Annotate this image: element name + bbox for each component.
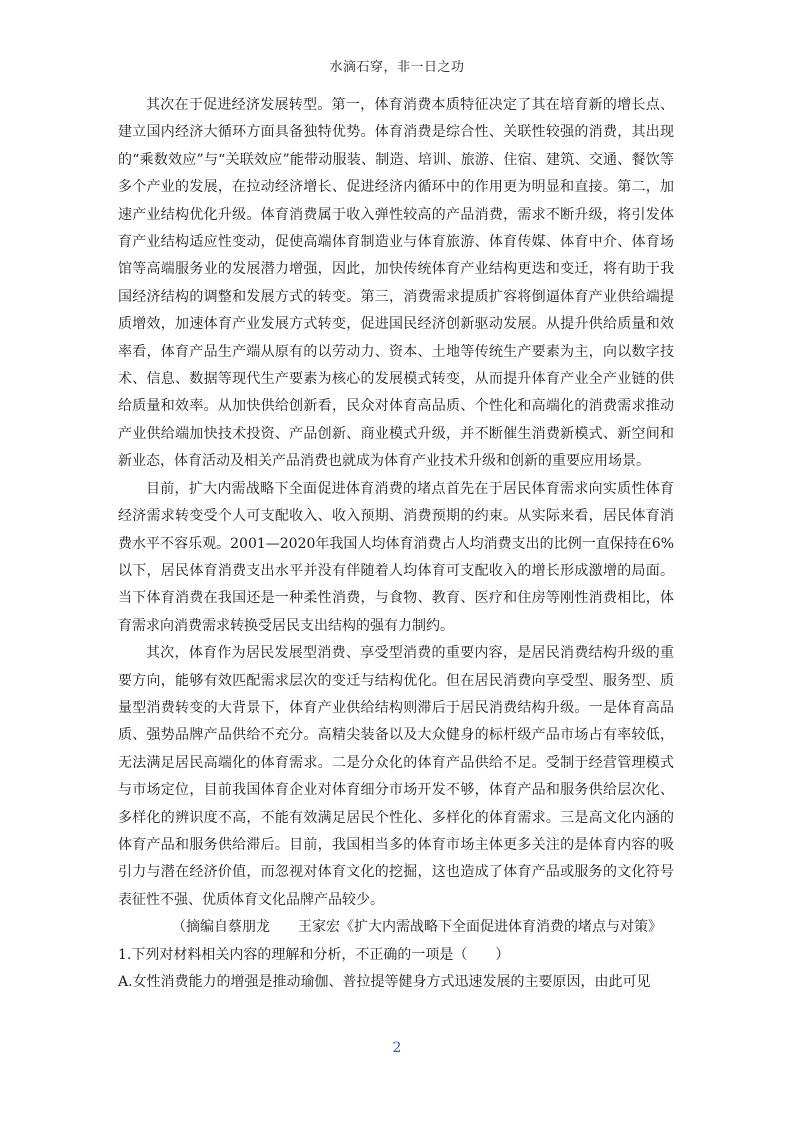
paragraph: 目前，扩大内需战略下全面促进体育消费的堵点首先在于居民体育需求向实质性体育经济需求转变受个人可支配收入、收入预期、消费预期的约束。从实际来看，居民体育消费水平不容乐观。2001—2020年我国人均体育消费占人均消费支出的比例一直保持在6%以下，居民体育消费支出水平并没有伴随着人均体育可支配收入的增长形成激增的局面。当下体育消费在我国还是一种柔性消费，与食物、教育、医疗和住房等刚性消费相比，体育需求向消费需求转换受居民支出结构的强有力制约。 [118, 480, 674, 634]
page-number: 2 [392, 1040, 402, 1056]
option-a: A.女性消费能力的增强是推动瑜伽、普拉提等健身方式迅速发展的主要原因，由此可见 [118, 974, 651, 990]
article-body [118, 92, 674, 996]
page-header-motto: 水滴石穿，非一日之功 [329, 60, 465, 75]
question-1: 1.下列对材料相关内容的理解和分析，不正确的一项是（ ） [118, 946, 510, 963]
paragraph: 其次在于促进经济发展转型。第一，体育消费本质特征决定了其在培育新的增长点、建立国内经济大循环方面具备独特优势。体育消费是综合性、关联性较强的消费，其出现的“乘数效应”与“关联效应”能带动服装、制造、培训、旅游、住宿、建筑、交通、餐饮等多个产业的发展，在拉动经济增长、促进经济内循环中的作用更为明显和直接。第二，加速产业结构优化升级。体育消费属于收入弹性较高的产品消费，需求不断升级，将引发体育产业结构适应性变动，促使高端体育制造业与体育旅游、体育传媒、体育中介、体育场馆等高端服务业的发展潜力增强，因此，加快传统体育产业结构更迭和变迁，将有助于我国经济结构的调整和发展方式的转变。第三，消费需求提质扩容将倒逼体育产业供给端提质增效，加速体育产业发展方式转变，促进国民经济创新驱动发展。从提升供给质量和效率看，体育产品生产端从原有的以劳动力、资本、土地等传统生产要素为主，向以数字技术、信息、数据等现代生产要素为核心的发展模式转变，从而提升体育产业全产业链的供给质量和效率。从加快供给创新看，民众对体育高品质、个性化和高端化的消费需求推动产业供给端加快技术投资、产品创新、商业模式升级，并不断催生消费新模式、新空间和新业态，体育活动及相关产品消费也就成为体育产业技术升级和创新的重要应用场景。 [118, 97, 674, 470]
source-citation: （摘编自蔡朋龙 王家宏《扩大内需战略下全面促进体育消费的堵点与对策》 [172, 919, 662, 936]
paragraph: 其次，体育作为居民发展型消费、享受型消费的重要内容，是居民消费结构升级的重要方向，能够有效匹配需求层次的变迁与结构优化。但在居民消费向享受型、服务型、质量型消费转变的大背景下，体育产业供给结构则滞后于居民消费结构升级。一是体育高品质、强势品牌产品供给不充分。高精尖装备以及大众健身的标杆级产品市场占有率较低，无法满足居民高端化的体育需求。二是分众化的体育产品供给不足。受制于经营管理模式与市场定位，目前我国体育企业对体育细分市场开发不够，体育产品和服务供给层次化、多样化的辨识度不高，不能有效满足居民个性化、多样化的体育需求。三是高文化内涵的体育产品和服务供给滞后。目前，我国相当多的体育市场主体更多关注的是体育内容的吸引力与潜在经济价值，而忽视对体育文化的挖掘，这也造成了体育产品或服务的文化符号表征性不强、优质体育文化品牌产品较少。 [118, 645, 674, 908]
